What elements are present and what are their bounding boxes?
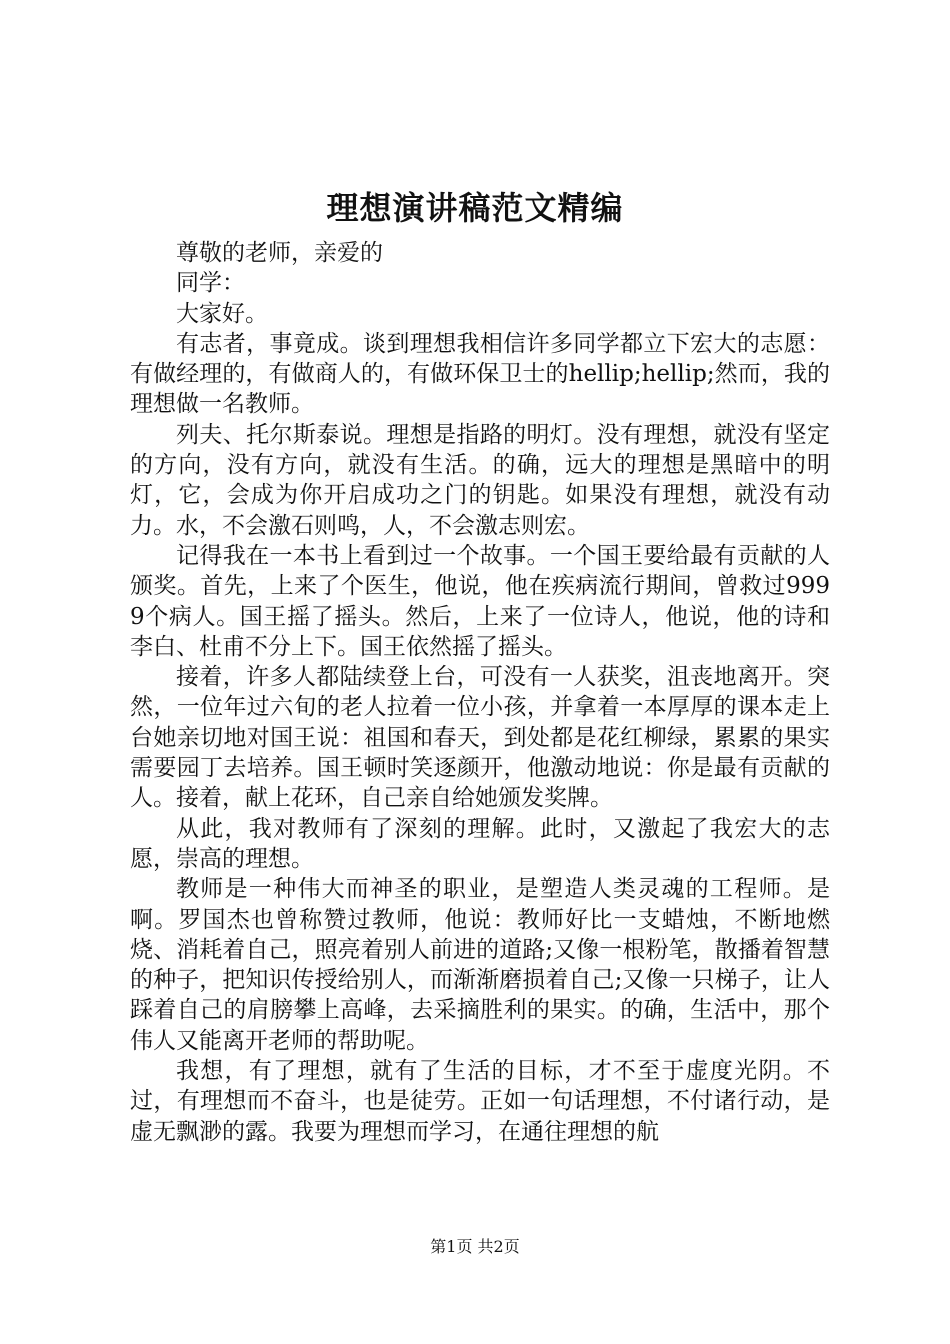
paragraph: 有志者，事竟成。谈到理想我相信许多同学都立下宏大的志愿：有做经理的，有做商人的，有做环保卫士的hellip;hellip;然而，我的理想做一名教师。 bbox=[130, 330, 830, 418]
paragraph-salutation-cont: 同学： bbox=[176, 270, 245, 297]
document-title: 理想演讲稿范文精编 bbox=[326, 189, 624, 227]
paragraph: 我想，有了理想，就有了生活的目标，才不至于虚度光阴。不过，有理想而不奋斗，也是徒劳。正如一句话理想，不付诸行动，是虚无飘渺的露。我要为理想而学习，在通往理想的航 bbox=[130, 1058, 830, 1145]
paragraph: 从此，我对教师有了深刻的理解。此时，又激起了我宏大的志愿，崇高的理想。 bbox=[130, 815, 830, 872]
paragraph-greeting: 大家好。 bbox=[176, 300, 268, 327]
paragraph: 列夫、托尔斯泰说。理想是指路的明灯。没有理想，就没有坚定的方向，没有方向，就没有生活。的确，远大的理想是黑暗中的明灯，它，会成为你开启成功之门的钥匙。如果没有理想，就没有动力。水，不会激石则鸣，人，不会激志则宏。 bbox=[130, 421, 830, 539]
paragraph: 记得我在一本书上看到过一个故事。一个国王要给最有贡献的人颁奖。首先，上来了个医生，他说，他在疾病流行期间，曾救过9999个病人。国王摇了摇头。然后，上来了一位诗人，他说，他的诗和李白、杜甫不分上下。国王依然摇了摇头。 bbox=[130, 542, 830, 660]
page-number-footer: 第1页 共2页 bbox=[430, 1237, 520, 1256]
document-body bbox=[130, 238, 830, 1147]
paragraph-salutation: 尊敬的老师，亲爱的 bbox=[176, 240, 383, 266]
paragraph: 教师是一种伟大而神圣的职业，是塑造人类灵魂的工程师。是啊。罗国杰也曾称赞过教师，他说：教师好比一支蜡烛，不断地燃烧、消耗着自己，照亮着别人前进的道路;又像一根粉笔，散播着智慧的种子，把知识传授给别人，而渐渐磨损着自己;又像一只梯子，让人踩着自己的肩膀攀上高峰，去采摘胜利的果实。的确，生活中，那个伟人又能离开老师的帮助呢。 bbox=[130, 876, 830, 1054]
paragraph: 接着，许多人都陆续登上台，可没有一人获奖，沮丧地离开。突然，一位年过六旬的老人拉着一位小孩，并拿着一本厚厚的课本走上台她亲切地对国王说：祖国和春天，到处都是花红柳绿，累累的果实需要园丁去培养。国王顿时笑逐颜开，他激动地说：你是最有贡献的人。接着，献上花环，自己亲自给她颁发奖牌。 bbox=[130, 664, 830, 812]
